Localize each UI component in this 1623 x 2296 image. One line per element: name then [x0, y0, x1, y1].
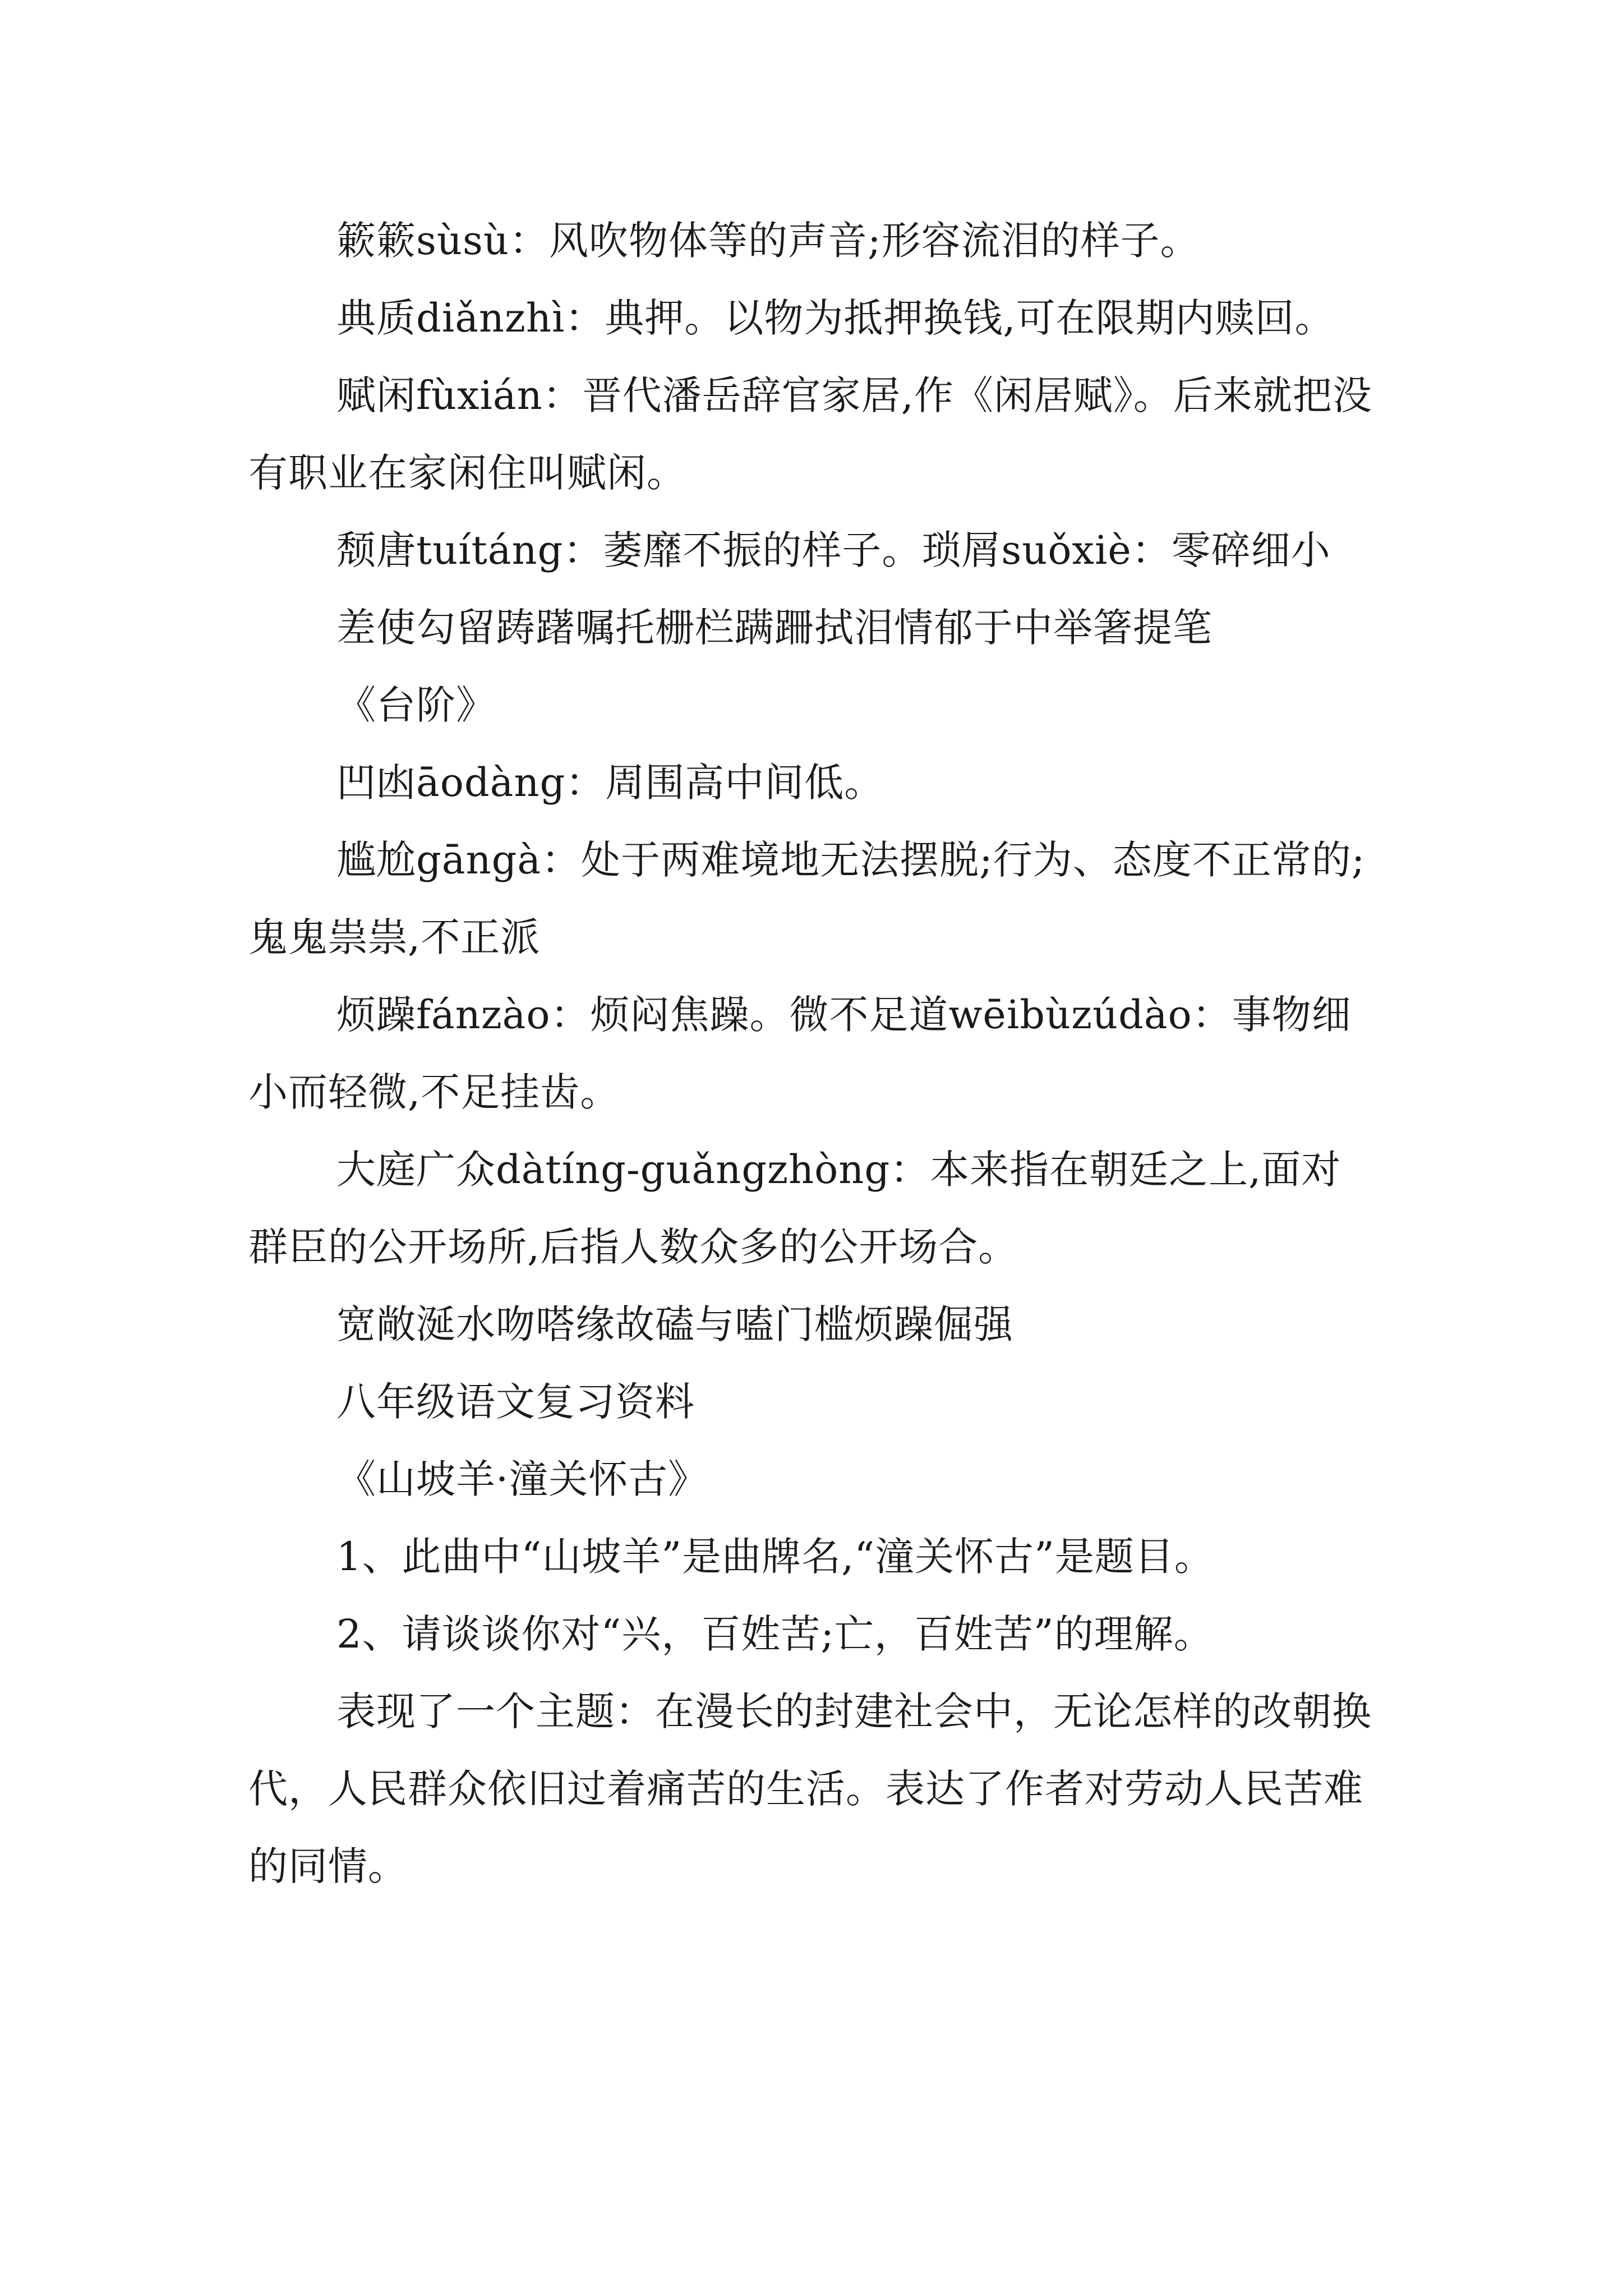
paragraph-tuitang: 颓唐tuítáng：萎靡不振的样子。琐屑suǒxiè：零碎细小: [336, 527, 1331, 573]
paragraph-fuxian: 赋闲fùxián：晋代潘岳辞官家居,作《闲居赋》。后来就把没有职业在家闲住叫赋闲。: [248, 372, 1372, 496]
paragraph-vocab-list-1: 差使勾留踌躇嘱托栅栏蹒跚拭泪情郁于中举箸提笔: [336, 605, 1212, 651]
paragraph-aodang: 凹凼āodàng：周围高中间低。: [336, 760, 884, 806]
paragraph-datingguangzhong: 大庭广众dàtíng-guǎngzhòng：本来指在朝廷之上,面对群臣的公开场所,后指人数众多的公开场合。: [248, 1147, 1341, 1270]
heading-review-material: 八年级语文复习资料: [336, 1379, 695, 1425]
answer-paragraph: 表现了一个主题：在漫长的封建社会中，无论怎样的改朝换代，人民群众依旧过着痛苦的生活。表达了作者对劳动人民苦难的同情。: [248, 1688, 1372, 1889]
question-2: 2、请谈谈你对“兴，百姓苦;亡，百姓苦”的理解。: [336, 1611, 1214, 1657]
paragraph-susu: 簌簌sùsù：风吹物体等的声音;形容流泪的样子。: [336, 218, 1200, 264]
paragraph-fanzao: 烦躁fánzào：烦闷焦躁。微不足道wēibùzúdào：事物细小而轻微,不足挂齿。: [248, 992, 1352, 1115]
paragraph-dianzhi: 典质diǎnzhì：典押。以物为抵押换钱,可在限期内赎回。: [336, 295, 1335, 341]
paragraph-vocab-list-2: 宽敞涎水吻嗒缘故磕与嗑门槛烦躁倔强: [336, 1301, 1013, 1347]
section-title-taijie: 《台阶》: [336, 682, 496, 728]
paragraph-ganga: 尴尬gāngà：处于两难境地无法摆脱;行为、态度不正常的;鬼鬼祟祟,不正派: [248, 837, 1366, 960]
section-title-shanpoyang: 《山坡羊·潼关怀古》: [336, 1456, 708, 1502]
question-1: 1、此曲中“山坡羊”是曲牌名,“潼关怀古”是题目。: [336, 1534, 1214, 1580]
document-body: [248, 202, 1376, 1905]
